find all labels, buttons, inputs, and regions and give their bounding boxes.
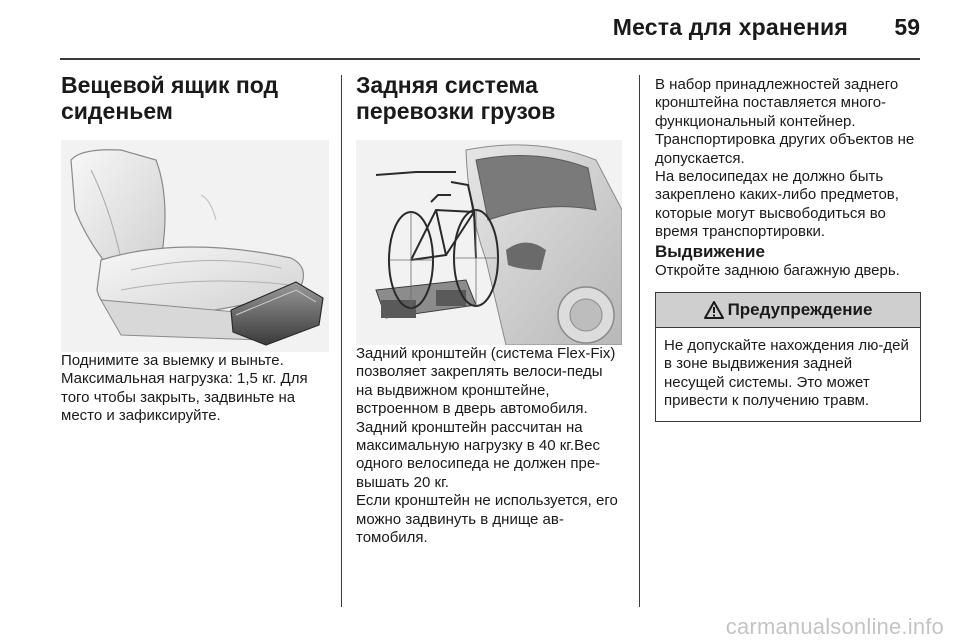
column-divider-2: [639, 75, 640, 607]
bicycle-loose-items-note: На велосипедах не должно быть закреплено каких-либо предметов, которые могут высвободиться во время транспортировки.: [655, 168, 899, 241]
header-divider: [60, 58, 920, 60]
warning-box: [655, 292, 921, 422]
column-divider-1: [341, 75, 342, 607]
bike-carrier-illustration: [356, 140, 622, 345]
warning-text: Не допускайте нахождения лю-дей в зоне выдвижения задней несущей системы. Это может привести к получению травм.: [664, 337, 909, 410]
container-note: В набор принадлежностей заднего кронштейна поставляется много-функциональный контейнер. Транспортировка других объектов не допускается.: [655, 76, 915, 167]
column-3: [655, 72, 923, 422]
carrier-load-limits: Задний кронштейн рассчитан на максимальную нагрузку в 40 кг.Вес одного велосипеда не должен пре-вышать 20 кг.: [356, 418, 601, 491]
underseat-drawer-heading: Вещевой ящик под сиденьем: [61, 72, 279, 124]
seat-drawer-drawing: [61, 140, 329, 352]
bike-carrier-drawing: [356, 140, 622, 345]
warning-triangle-icon: [704, 301, 724, 319]
seat-drawer-illustration: [61, 140, 329, 352]
warning-header: [656, 293, 920, 328]
extension-step: Откройте заднюю багажную дверь.: [655, 261, 900, 279]
extension-subheading: Выдвижение: [655, 241, 765, 261]
column-2: [356, 72, 622, 547]
carrier-storage-note: Если кронштейн не используется, его можно задвинуть в днище ав-томобиля.: [356, 492, 618, 547]
drawer-instructions: Поднимите за выемку и выньте. Максимальная нагрузка: 1,5 кг. Для того чтобы закрыть, задвиньте на место и зафиксируйте.: [61, 352, 308, 425]
warning-body: [656, 328, 920, 421]
page-header: [0, 0, 960, 62]
section-title: Места для хранения: [612, 14, 848, 40]
rear-carrier-heading: Задняя система перевозки грузов: [356, 72, 556, 124]
page-number: 59: [894, 14, 920, 40]
warning-title: Предупреждение: [727, 300, 873, 320]
site-watermark: carmanualsonline.info: [725, 614, 944, 639]
column-1: [61, 72, 329, 426]
carrier-description: Задний кронштейн (система Flex-Fix) позволяет закреплять велоси-педы на выдвижном кронштейне, встроенном в дверь автомобиля.: [356, 345, 616, 418]
